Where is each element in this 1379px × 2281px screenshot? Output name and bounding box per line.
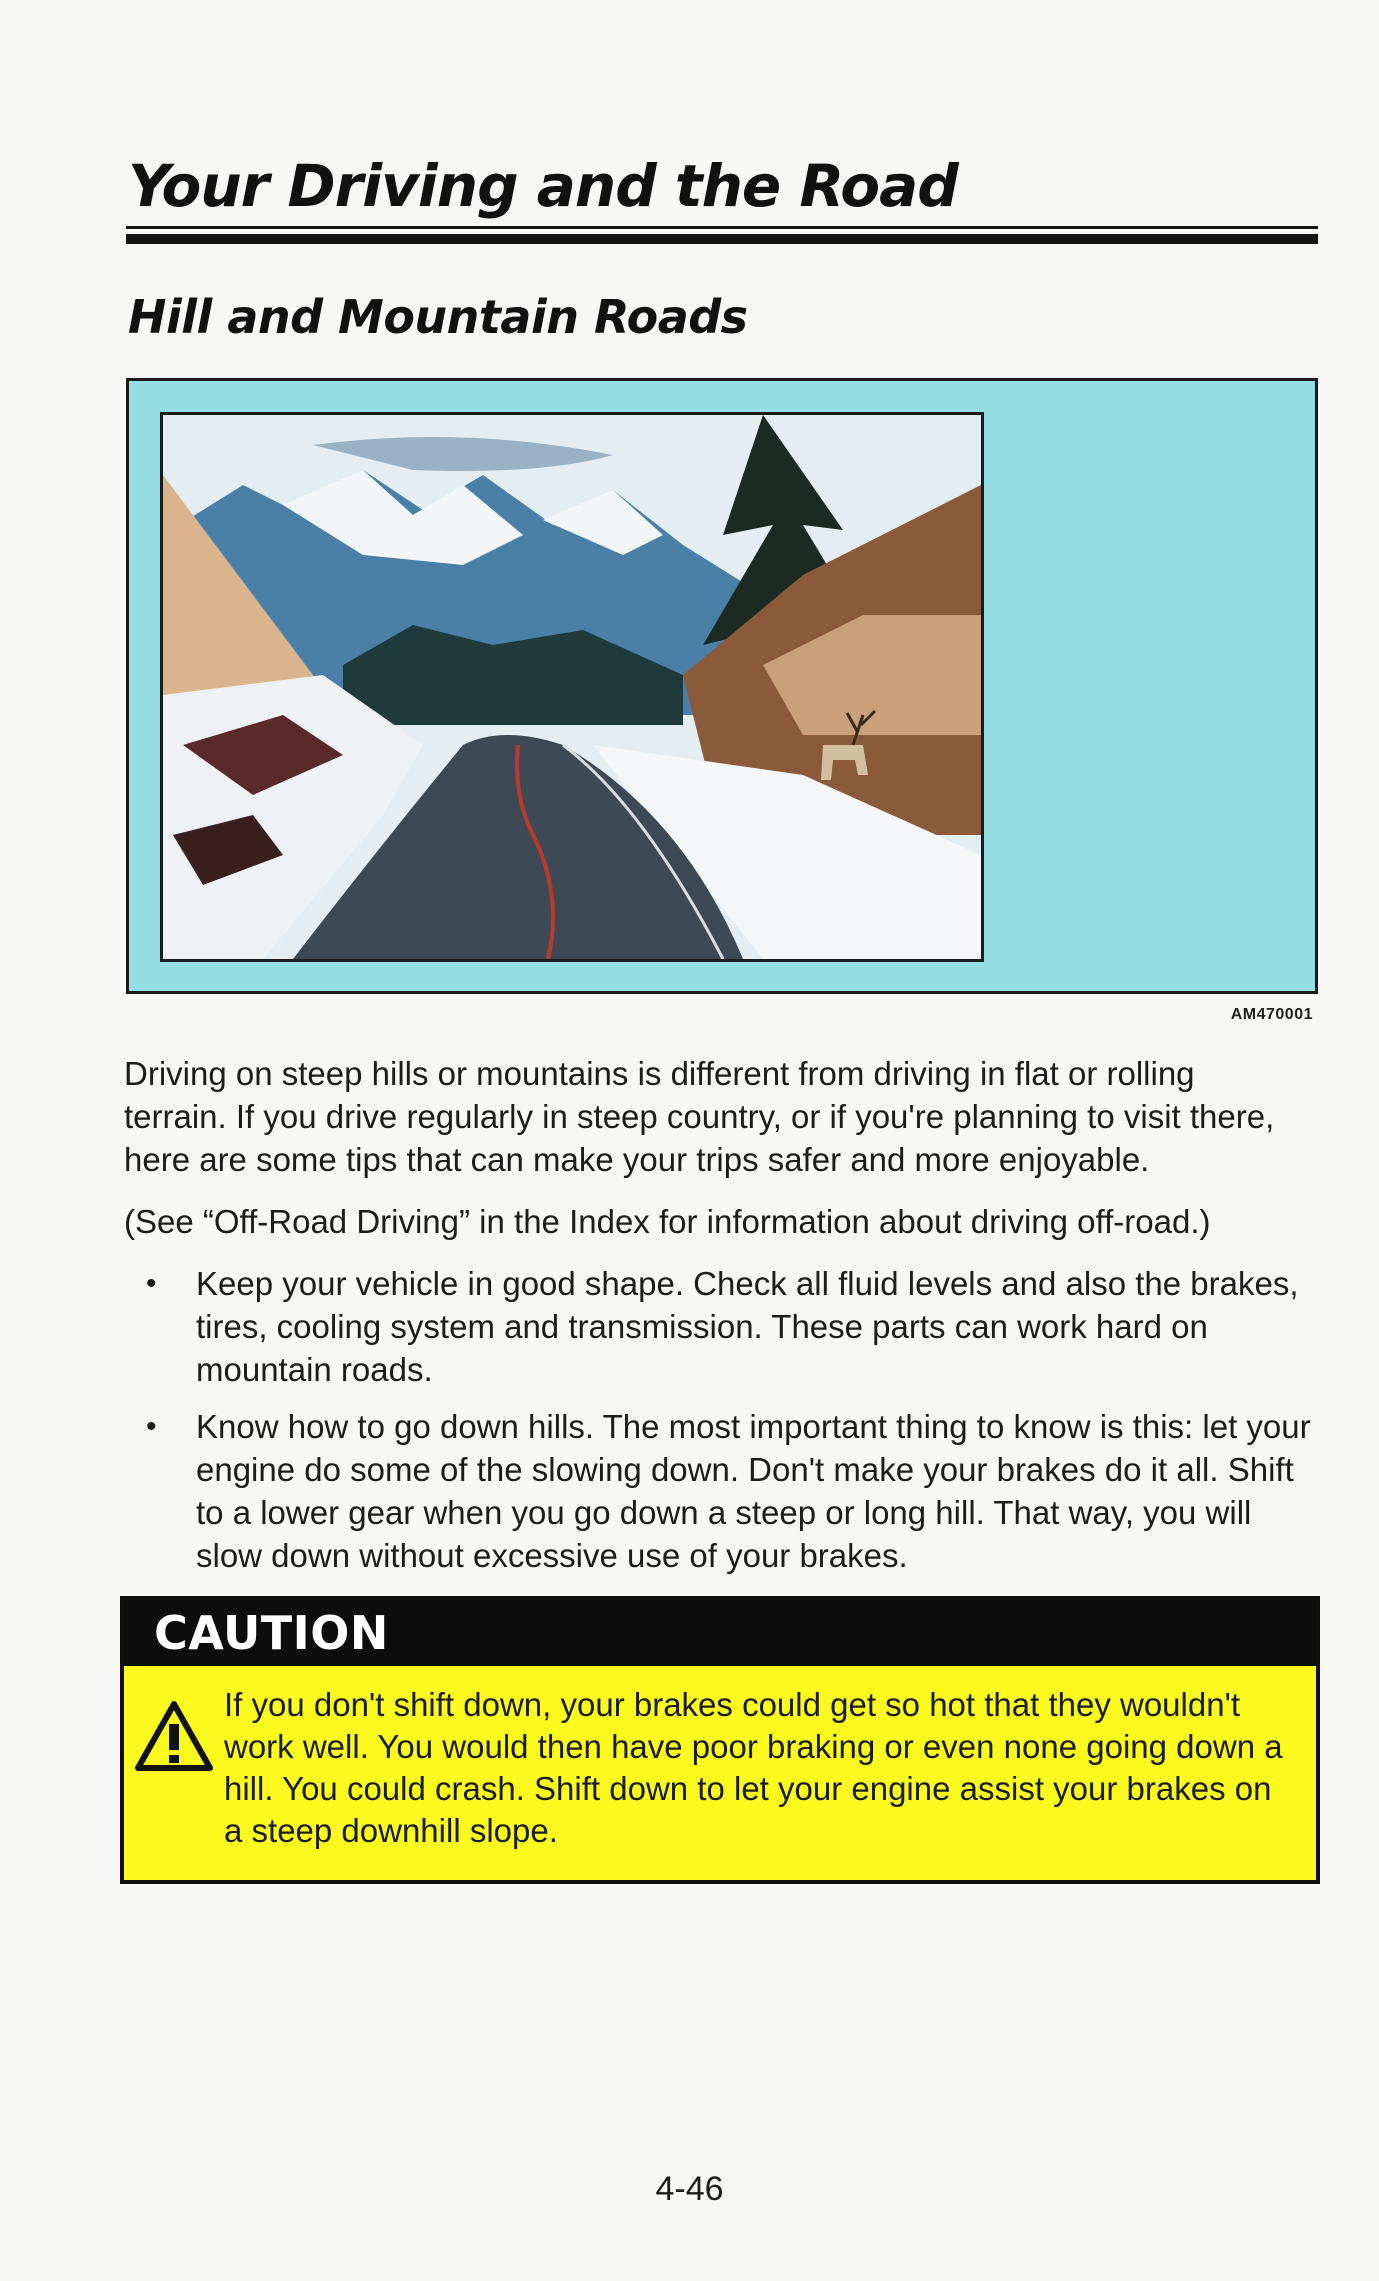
list-item-text: Keep your vehicle in good shape. Check all fluid levels and also the brakes, tires, cooling system and transmission. These parts can work hard on mountain roads. xyxy=(196,1265,1299,1388)
caution-text: If you don't shift down, your brakes could get so hot that they wouldn't work well. You would then have poor braking or even none going down a hill. You could crash. Shift down to let your engine assist your brakes on a steep downhill slope. xyxy=(224,1686,1283,1849)
mountain-road-illustration xyxy=(160,412,984,962)
list-item xyxy=(124,1262,1314,1391)
warning-triangle-icon xyxy=(134,1700,214,1772)
page-number: 4-46 xyxy=(655,2170,724,2208)
bullet-icon: • xyxy=(146,1267,157,1300)
caution-box xyxy=(120,1596,1320,1884)
intro-paragraph: Driving on steep hills or mountains is different from driving in flat or rolling terrain. If you drive regularly in steep country, or if you're planning to visit there, here are some tips that can make your trips safer and more enjoyable. xyxy=(124,1055,1275,1178)
index-reference-paragraph: (See “Off-Road Driving” in the Index for information about driving off-road.) xyxy=(124,1203,1211,1240)
chapter-title: Your Driving and the Road xyxy=(128,152,958,220)
list-item-text: Know how to go down hills. The most important thing to know is this: let your engine do some of the slowing down. Don't make your brakes do it all. Shift to a lower gear when you go down a steep or long hill. That way, you will slow down without excessive use of your brakes. xyxy=(196,1408,1311,1574)
section-title: Hill and Mountain Roads xyxy=(128,290,748,344)
list-item xyxy=(124,1405,1314,1577)
caution-heading: CAUTION xyxy=(124,1600,1316,1666)
bullet-icon: • xyxy=(146,1410,157,1443)
figure-id: AM470001 xyxy=(1230,1006,1313,1023)
mountain-road-drawing xyxy=(163,415,981,959)
tips-list xyxy=(124,1262,1314,1591)
title-rule-thick xyxy=(126,234,1318,244)
title-rule-thin xyxy=(126,226,1318,229)
